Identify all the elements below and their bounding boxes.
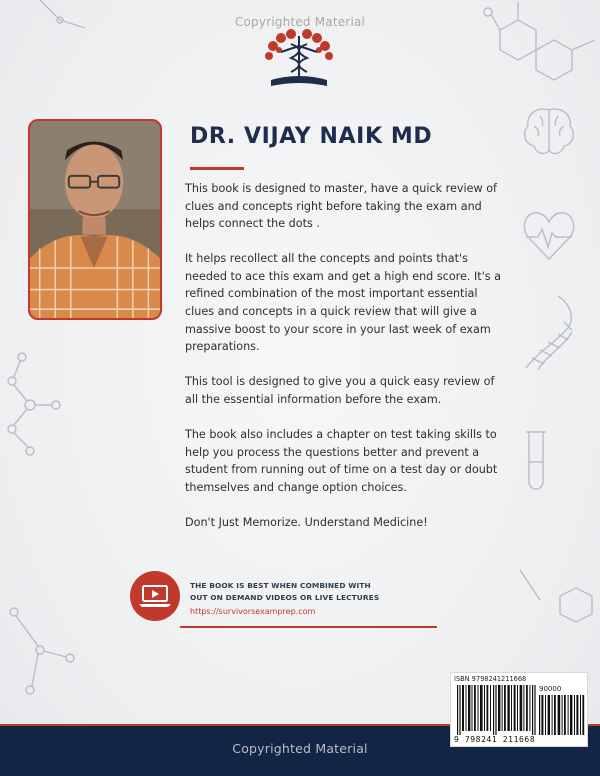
molecule-decoration-left [0,345,70,465]
brain-icon [520,104,578,160]
isbn-digits: 9 798241 211668 [454,735,536,744]
isbn-label: ISBN 9798241211668 [454,675,527,683]
cta-line-1: THE BOOK IS BEST WHEN COMBINED WITH [190,581,371,590]
logo-tree-caduceus-icon [251,28,347,94]
heartbeat-heart-icon [520,205,578,265]
hexagon-decoration-bottom-right [500,560,600,650]
molecule-decoration-top-right [470,0,600,110]
barcode-main-bars [457,685,537,735]
watermark-bottom: Copyrighted Material [232,741,368,756]
dna-helix-icon [518,292,576,372]
cta-divider [180,626,437,628]
isbn-barcode [450,672,588,747]
watermark-top: Copyrighted Material [234,15,366,29]
laptop-video-icon [130,571,180,621]
cta-line-2: OUT ON DEMAND VIDEOS OR LIVE LECTURES [190,593,380,602]
price-code: 90000 [539,685,562,693]
molecule-decoration-bottom-left [0,600,100,720]
description-paragraph-3: This tool is designed to give you a quick easy review of all the essential information before the exam. [185,375,495,406]
book-description [185,180,507,549]
author-name-heading: DR. VIJAY NAIK MD [190,124,433,149]
description-paragraph-2: It helps recollect all the concepts and points that's needed to ace this exam and get a high end score. It's a refined combination of the most important essential clues and concepts in a quick review that will give a massive boost to your score in your last week of exam preparations. [185,252,502,354]
test-tube-icon [522,430,550,494]
molecule-decoration-top-left [0,0,90,70]
title-underline-divider [190,167,244,170]
description-tagline: Don't Just Memorize. Understand Medicine! [185,515,428,529]
description-paragraph-4: The book also includes a chapter on test taking skills to help you process the questions better and prevent a student from running out of time on a test day or doubt themselves and change option choices. [185,428,498,494]
author-photo [28,119,162,320]
website-link[interactable]: https://survivorsexamprep.com [190,607,316,616]
description-paragraph-1: This book is designed to master, have a quick review of clues and concepts right before taking the exam and helps connect the dots . [185,182,497,231]
barcode-price-bars [539,695,585,735]
cta-message [190,580,450,604]
